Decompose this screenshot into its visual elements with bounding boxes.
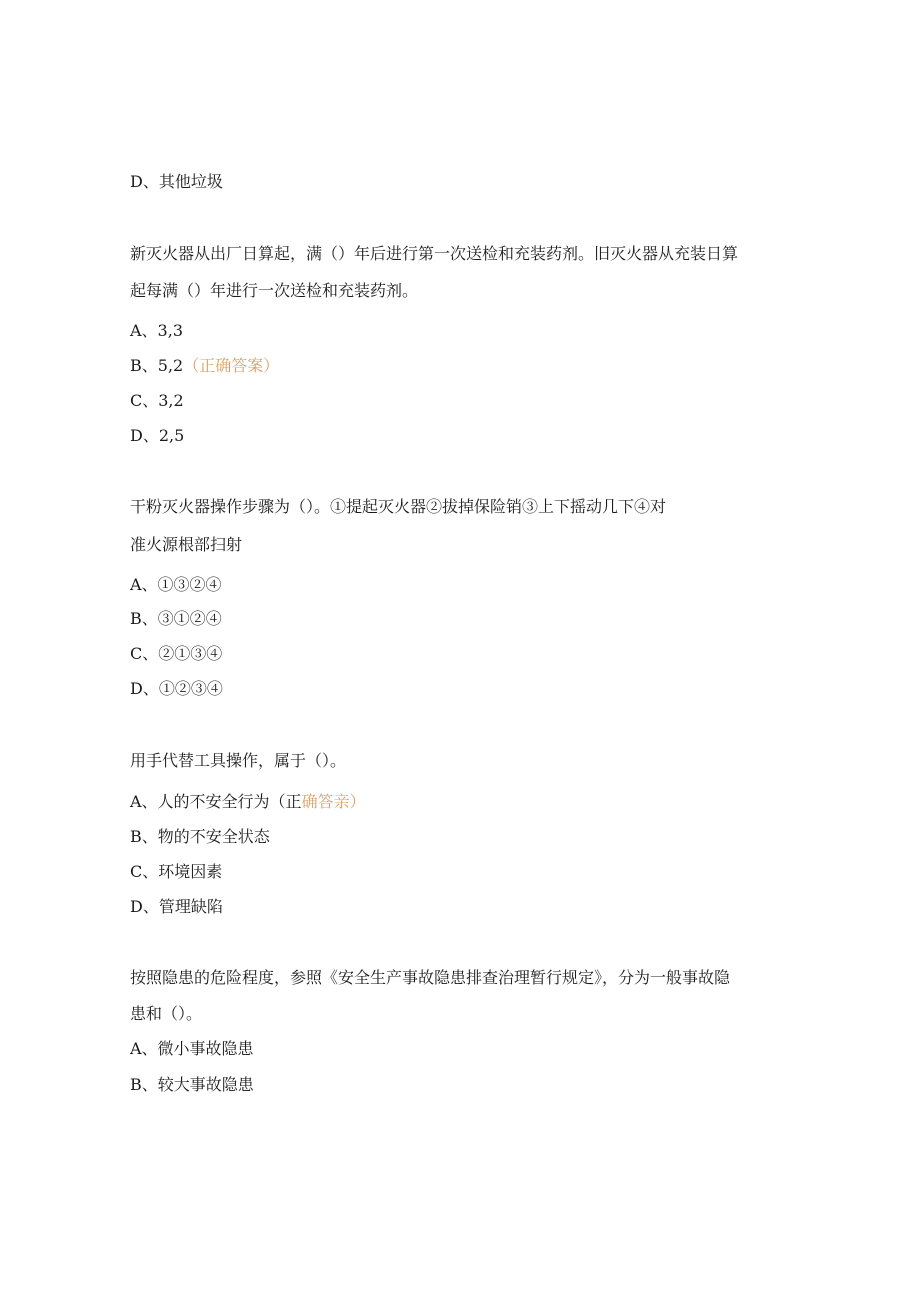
- q1-stem-line-2: 起每满（）年进行一次送检和充装药剂。: [130, 281, 419, 300]
- q1-option-c: C、3,2: [130, 391, 184, 410]
- q3-option-b: B、物的不安全状态: [130, 827, 270, 846]
- q3-stem-line-1: 用手代替工具操作，属于（）。: [130, 751, 347, 770]
- q2-option-c: C、②①③④: [130, 644, 223, 663]
- q1-option-b: [130, 356, 279, 376]
- q3-option-c: C、环境因素: [130, 862, 223, 881]
- q3-option-a: [130, 792, 366, 812]
- q1-option-b-text: B、5,2: [130, 356, 184, 375]
- q1-option-a: A、3,3: [130, 321, 184, 340]
- q2-stem-line-2: 准火源根部扫射: [130, 535, 243, 554]
- q2-option-d: D、①②③④: [130, 679, 223, 698]
- correct-answer-mark: 确答亲）: [301, 792, 366, 811]
- q2-option-a: A、①③②④: [130, 575, 222, 594]
- q4-option-b: B、较大事故隐患: [130, 1075, 254, 1094]
- q1-stem-line-1: 新灭火器从出厂日算起，满（）年后进行第一次送检和充装药剂。旧灭火器从充装日算: [130, 244, 739, 263]
- q2-stem-line-1: 干粉灭火器操作步骤为（）。①提起灭火器②拔掉保险销③上下摇动几下④对: [130, 497, 667, 516]
- q4-stem-line-1: 按照隐患的危险程度，参照《安全生产事故隐患排查治理暂行规定》，分为一般事故隐: [130, 968, 731, 987]
- correct-answer-mark: （正确答案）: [183, 356, 280, 375]
- q0-option-d: D、其他垃圾: [130, 172, 223, 191]
- q3-option-a-text: A、人的不安全行为（正: [130, 792, 302, 811]
- q2-option-b: B、③①②④: [130, 609, 222, 628]
- q1-option-d: D、2,5: [130, 426, 185, 445]
- q3-option-d: D、管理缺陷: [130, 897, 223, 916]
- q4-option-a: A、微小事故隐患: [130, 1039, 254, 1058]
- q4-stem-line-2: 患和（）。: [130, 1004, 203, 1023]
